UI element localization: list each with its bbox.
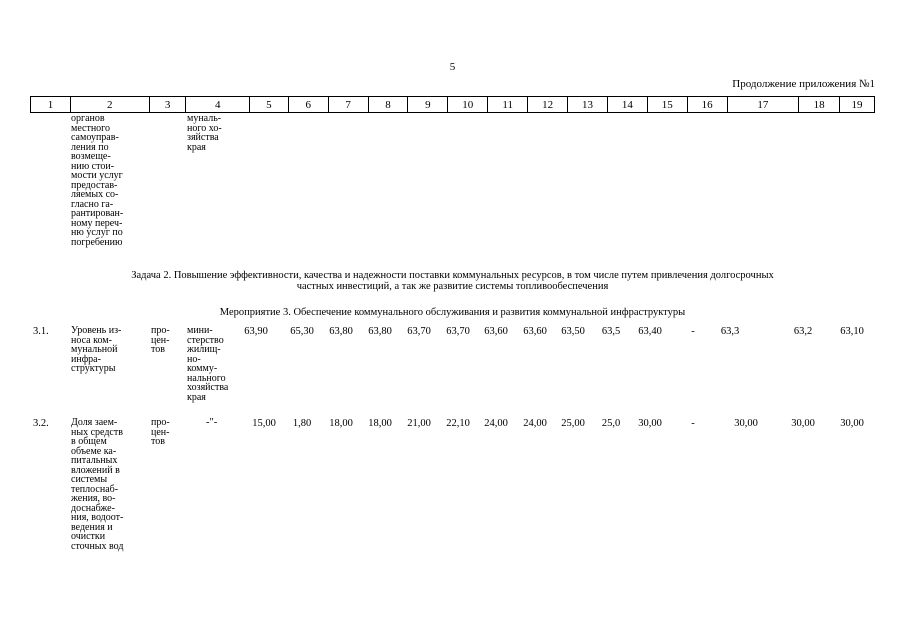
row-value-col6: 1,80 bbox=[292, 418, 312, 429]
header-col-7: 7 bbox=[328, 97, 368, 113]
row-value-col13: 63,50 bbox=[561, 326, 585, 337]
row-value-col9: 21,00 bbox=[407, 418, 431, 429]
header-col-15: 15 bbox=[647, 97, 687, 113]
row-value-col10: 63,70 bbox=[446, 326, 470, 337]
header-col-10: 10 bbox=[448, 97, 488, 113]
header-col-6: 6 bbox=[288, 97, 328, 113]
column-number-header bbox=[30, 96, 875, 113]
row-value-col14: 63,5 bbox=[601, 326, 621, 337]
measure3-heading: Мероприятие 3. Обеспечение коммунального обслуживания и развития коммунальной инфраструктуры bbox=[219, 307, 686, 318]
header-col-13: 13 bbox=[568, 97, 608, 113]
row-value-col6: 65,30 bbox=[290, 326, 314, 337]
header-col-17: 17 bbox=[727, 97, 799, 113]
page-number: 5 bbox=[449, 61, 456, 73]
row-indicator-name: Уровень из- носа ком- мунальной инфра- структуры bbox=[71, 325, 122, 374]
row-indicator-name: Доля заем- ных средств в общем объеме ка- питальных вложений в системы теплоснаб- жения, во- доснабже- ния, водоот- ведения и очистки сточных вод bbox=[71, 417, 124, 552]
row-value-col7: 63,80 bbox=[329, 326, 353, 337]
header-col-1: 1 bbox=[31, 97, 71, 113]
header-col-11: 11 bbox=[488, 97, 528, 113]
row-value-col15: 30,00 bbox=[638, 418, 662, 429]
row-value-col5: 63,90 bbox=[244, 326, 268, 337]
row-value-col9: 63,70 bbox=[407, 326, 431, 337]
header-col-3: 3 bbox=[149, 97, 186, 113]
row-value-col12: 63,60 bbox=[523, 326, 547, 337]
row-number: 3.2. bbox=[33, 418, 49, 429]
row-unit: про- цен- тов bbox=[151, 325, 170, 355]
row-value-col11: 63,60 bbox=[484, 326, 508, 337]
row-responsible-org: -"- bbox=[206, 417, 218, 428]
row-value-col14: 25,0 bbox=[601, 418, 621, 429]
row-value-col7: 18,00 bbox=[329, 418, 353, 429]
row-value-col13: 25,00 bbox=[561, 418, 585, 429]
row-unit: про- цен- тов bbox=[151, 417, 170, 447]
row-value-col8: 18,00 bbox=[368, 418, 392, 429]
row-value-col8: 63,80 bbox=[368, 326, 392, 337]
row-value-col16: - bbox=[691, 326, 695, 337]
header-col-16: 16 bbox=[687, 97, 727, 113]
row-value-col17: 30,00 bbox=[734, 418, 758, 429]
row-value-col12: 24,00 bbox=[523, 418, 547, 429]
row-value-col10: 22,10 bbox=[446, 418, 470, 429]
header-col-14: 14 bbox=[607, 97, 647, 113]
continuation-label: Продолжение приложения №1 bbox=[732, 78, 875, 90]
header-col-18: 18 bbox=[799, 97, 840, 113]
row-value-col5: 15,00 bbox=[252, 418, 276, 429]
header-col-19: 19 bbox=[840, 97, 875, 113]
row-value-col16: - bbox=[691, 418, 695, 429]
row-value-col17: 63,3 bbox=[720, 326, 740, 337]
row-value-col18: 63,2 bbox=[793, 326, 813, 337]
task2-heading: Задача 2. Повышение эффективности, качества и надежности поставки коммунальных ресурсов, в том числе путем привлечения долгосрочных частных инвестиций, а так же развитие системы топливообеспечения bbox=[131, 270, 774, 292]
row-value-col19: 63,10 bbox=[840, 326, 864, 337]
row-value-col11: 24,00 bbox=[484, 418, 508, 429]
cont-row-name: органов местного самоуправ- ления по возмеще- нию стои- мости услуг предостав- ляемых со- гласно га- рантирован- ному переч- ню услуг по погребению bbox=[71, 113, 124, 248]
row-number: 3.1. bbox=[33, 326, 49, 337]
cont-row-org: муналь- ного хо- зяйства края bbox=[187, 113, 222, 153]
header-col-4: 4 bbox=[186, 97, 249, 113]
row-value-col18: 30,00 bbox=[791, 418, 815, 429]
row-responsible-org: мини- стерство жилищ- но- комму- нального хозяйства края bbox=[187, 325, 229, 403]
row-value-col19: 30,00 bbox=[840, 418, 864, 429]
header-col-2: 2 bbox=[70, 97, 149, 113]
header-col-8: 8 bbox=[368, 97, 408, 113]
header-col-12: 12 bbox=[528, 97, 568, 113]
header-col-9: 9 bbox=[408, 97, 448, 113]
row-value-col15: 63,40 bbox=[638, 326, 662, 337]
header-col-5: 5 bbox=[249, 97, 288, 113]
